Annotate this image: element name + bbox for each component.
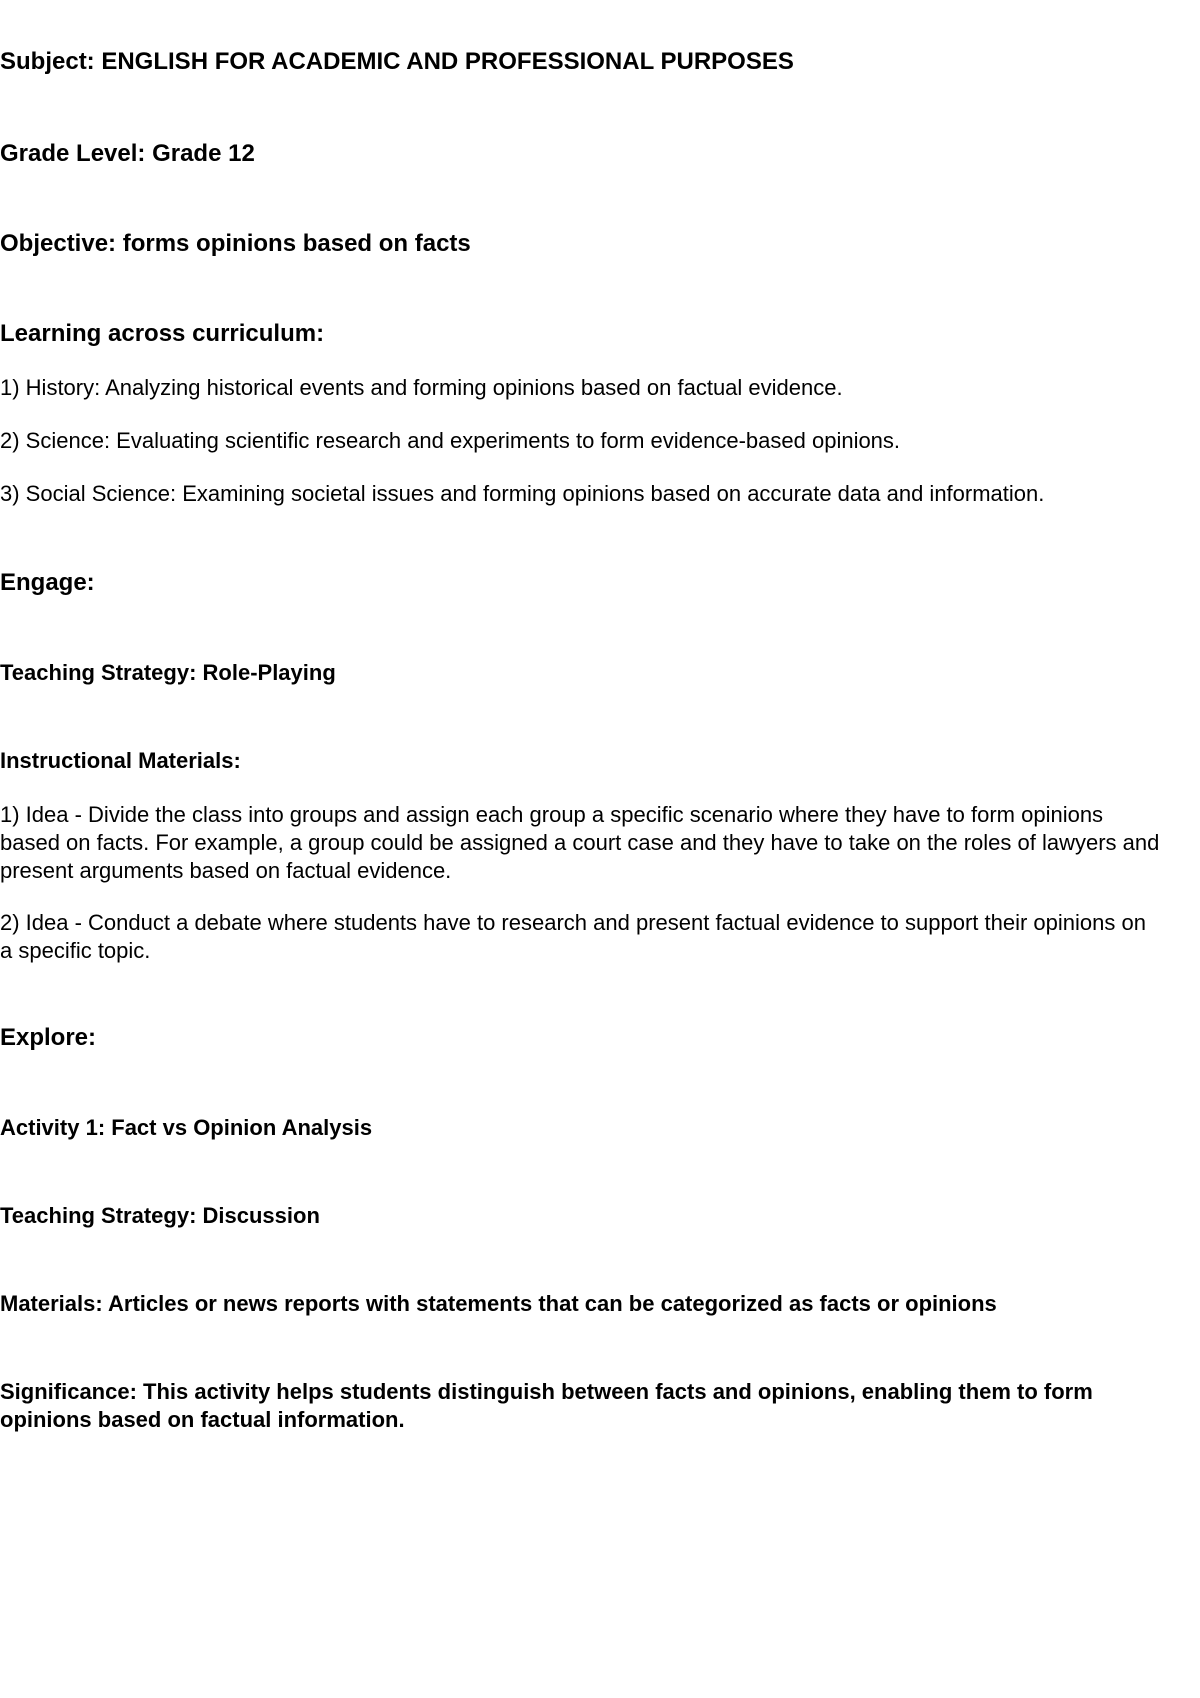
curriculum-item-science: 2) Science: Evaluating scientific research and experiments to form evidence-based opinions. — [0, 428, 901, 453]
grade-level-heading: Grade Level: Grade 12 — [0, 140, 255, 167]
learning-across-curriculum-heading: Learning across curriculum: — [0, 320, 325, 347]
engage-idea-1: 1) Idea - Divide the class into groups and assign each group a specific scenario where they have to form opinions based on facts. For example, a group could be assigned a court case and they have to take on the roles of lawyers and present arguments based on factual evidence. — [0, 802, 1160, 883]
explore-heading: Explore: — [0, 1024, 97, 1051]
engage-teaching-strategy: Teaching Strategy: Role-Playing — [0, 660, 336, 685]
curriculum-item-history: 1) History: Analyzing historical events and forming opinions based on factual evidence. — [0, 375, 843, 400]
objective-heading: Objective: forms opinions based on facts — [0, 230, 471, 257]
explore-activity-1: Activity 1: Fact vs Opinion Analysis — [0, 1115, 373, 1140]
subject-heading: Subject: ENGLISH FOR ACADEMIC AND PROFESSIONAL PURPOSES — [0, 48, 794, 75]
instructional-materials-heading: Instructional Materials: — [0, 748, 241, 773]
curriculum-item-social-science: 3) Social Science: Examining societal issues and forming opinions based on accurate data and information. — [0, 481, 1045, 506]
explore-materials: Materials: Articles or news reports with statements that can be categorized as facts or opinions — [0, 1291, 997, 1316]
explore-teaching-strategy: Teaching Strategy: Discussion — [0, 1203, 320, 1228]
engage-heading: Engage: — [0, 569, 95, 596]
explore-significance: Significance: This activity helps students distinguish between facts and opinions, enabling them to form opinions based on factual information. — [0, 1379, 1093, 1432]
engage-idea-2: 2) Idea - Conduct a debate where students have to research and present factual evidence to support their opinions on a specific topic. — [0, 910, 1146, 963]
